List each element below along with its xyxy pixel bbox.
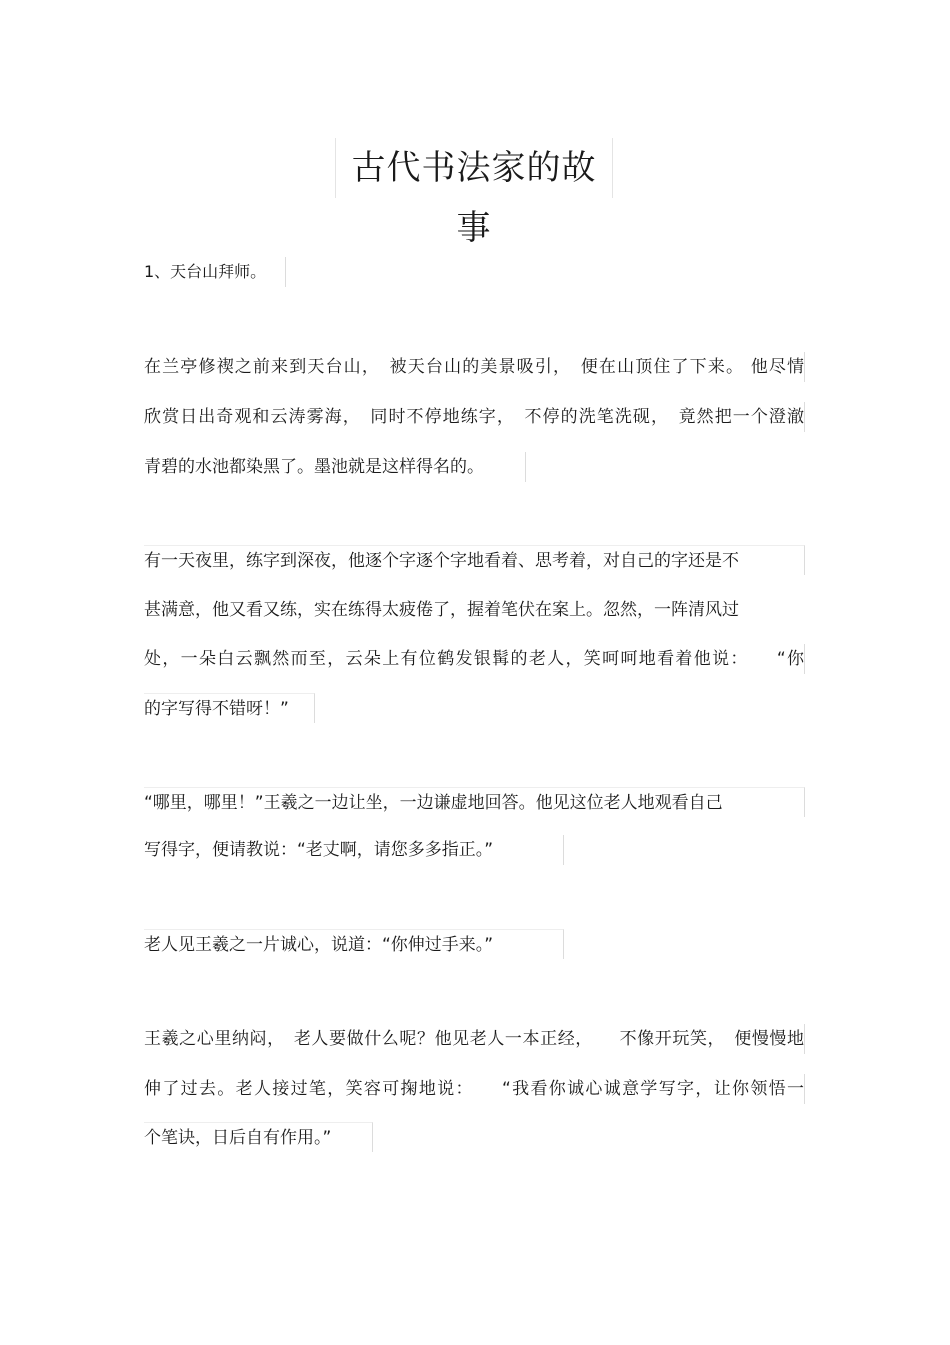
document-title: 古代书法家的故事 (335, 138, 613, 198)
paragraph-1-line-2: 欣赏日出奇观和云涛雾海， 同时不停地练字， 不停的洗笔洗砚， 竟然把一个澄澈 (144, 402, 805, 432)
paragraph-5-line-3: 个笔诀，日后自有作用。” (144, 1122, 373, 1152)
paragraph-3-line-2: 写得字，便请教说：“老丈啊，请您多多指正。” (144, 835, 564, 865)
paragraph-1-line-1: 在兰亭修禊之前来到天台山， 被天台山的美景吸引， 便在山顶住了下来。 他尽情 (144, 352, 805, 382)
paragraph-5-line-1: 王羲之心里纳闷， 老人要做什么呢？他见老人一本正经， 不像开玩笑， 便慢慢地 (144, 1024, 805, 1054)
paragraph-2-line-4: 的字写得不错呀！” (144, 693, 315, 723)
paragraph-5-line-2: 伸了过去。老人接过笔，笑容可掬地说： “我看你诚心诚意学写字，让你领悟一 (144, 1074, 805, 1104)
paragraph-4-line-1: 老人见王羲之一片诚心，说道：“你伸过手来。” (144, 929, 564, 959)
paragraph-1-line-3: 青碧的水池都染黑了。墨池就是这样得名的。 (144, 452, 526, 482)
paragraph-2-line-1: 有一天夜里，练字到深夜，他逐个字逐个字地看着、思考着，对自己的字还是不 (144, 545, 805, 575)
paragraph-3-line-1: “哪里，哪里！”王羲之一边让坐，一边谦虚地回答。他见这位老人地观看自己 (144, 787, 805, 817)
section-heading: 1、天台山拜师。 (144, 257, 286, 287)
paragraph-2-line-3: 处，一朵白云飘然而至，云朵上有位鹤发银髯的老人，笑呵呵地看着他说： “你 (144, 644, 805, 674)
paragraph-2-line-2: 甚满意，他又看又练，实在练得太疲倦了，握着笔伏在案上。忽然，一阵清风过 (144, 600, 739, 620)
